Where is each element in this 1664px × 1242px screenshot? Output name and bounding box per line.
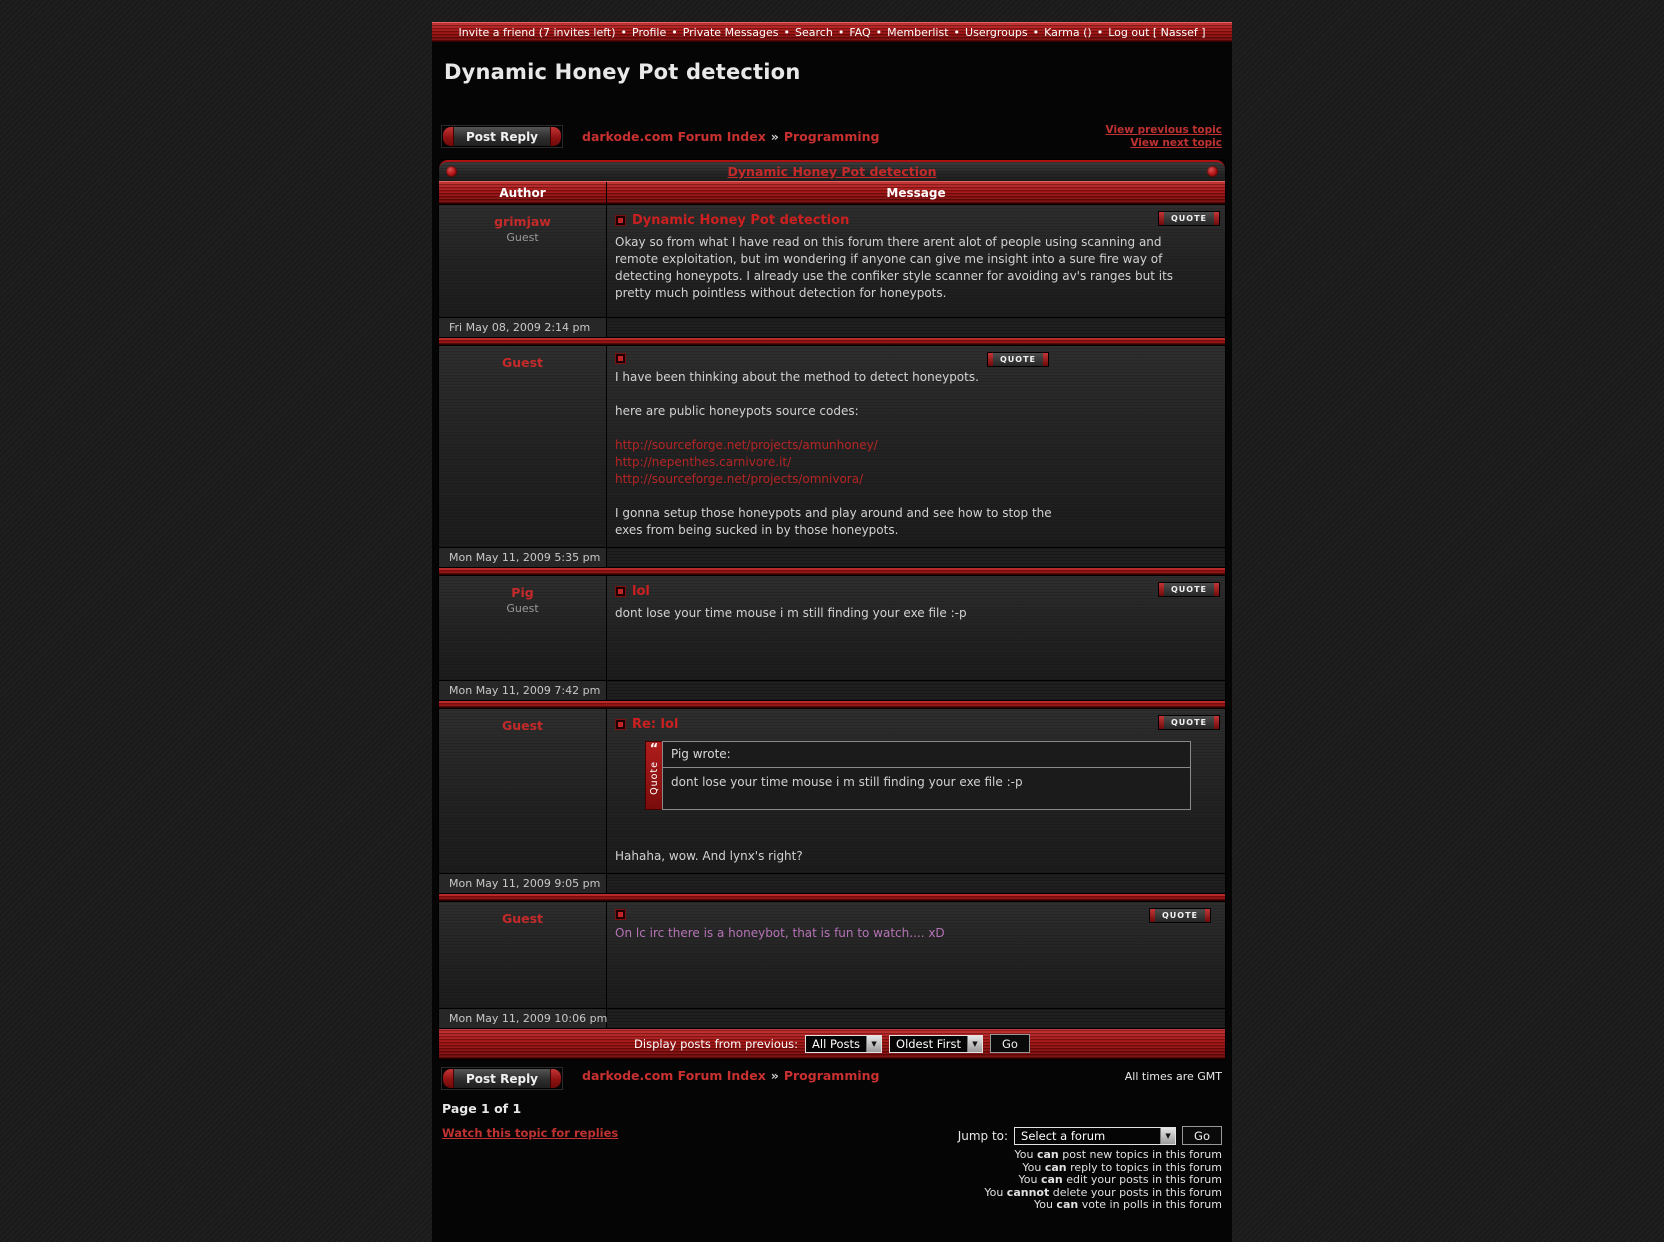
chevron-down-icon: ▼ (866, 1036, 881, 1052)
display-posts-go-button[interactable]: Go (990, 1034, 1030, 1053)
all-times-label: All times are GMT (1124, 1070, 1222, 1083)
quote-button-label: QUOTE (1164, 212, 1214, 225)
top-toolbar (432, 124, 1232, 149)
topic-title-link[interactable]: Dynamic Honey Pot detection (727, 164, 937, 179)
spacer (615, 810, 1217, 848)
quote-button[interactable] (1158, 715, 1220, 730)
post-link[interactable]: http://sourceforge.net/projects/amunhoney/ (615, 438, 878, 452)
post-author-cell (439, 205, 607, 317)
breadcrumb (582, 129, 880, 144)
post-separator (439, 337, 1225, 345)
post-author-cell (439, 576, 607, 680)
post-reply-button-bottom[interactable] (442, 1068, 562, 1089)
post-subject-row (615, 716, 1217, 733)
quote-vertical-label: Quote (648, 761, 660, 795)
post-separator (439, 567, 1225, 575)
post-date-row (439, 547, 1225, 567)
breadcrumb-section[interactable]: Programming (783, 1068, 880, 1083)
post-author-cell (439, 902, 607, 1008)
post-author-name: Guest (501, 911, 544, 926)
topic-table (438, 159, 1226, 1060)
post-icon (615, 909, 626, 920)
post-subject: lol (632, 584, 650, 599)
topic-title-bar (439, 160, 1225, 181)
display-posts-label: Display posts from previous: (634, 1036, 799, 1051)
post-text-line: here are public honeypots source codes: (615, 404, 859, 418)
chevron-down-icon: ▼ (967, 1036, 982, 1052)
jump-to-go-button[interactable]: Go (1182, 1126, 1222, 1145)
post-separator (439, 700, 1225, 708)
quote-button-label: QUOTE (1164, 716, 1214, 729)
button-cap (550, 127, 561, 146)
post-subject: Re: lol (632, 717, 679, 732)
post-author-name: Guest (501, 718, 544, 733)
forum-permissions (984, 1149, 1222, 1212)
breadcrumb-separator: » (770, 129, 779, 144)
button-cap (443, 1069, 454, 1088)
post-date-row (439, 680, 1225, 700)
post-text-line (615, 386, 1217, 403)
post-text-line: On lc irc there is a honeybot, that is fun to watch.... xD (615, 926, 945, 940)
jump-to-select[interactable] (1014, 1127, 1176, 1145)
posts-filter-select[interactable] (805, 1035, 882, 1053)
post-text-line: I have been thinking about the method to detect honeypots. (615, 370, 979, 384)
quote-strip (645, 741, 662, 810)
post-date-filler (607, 548, 1225, 567)
breadcrumb-bottom (582, 1068, 880, 1083)
post-date: Mon May 11, 2009 7:42 pm (439, 681, 607, 700)
posts-order-select[interactable] (889, 1035, 983, 1053)
post-reply-label: Post Reply (454, 127, 550, 146)
nav-separator: • (620, 25, 628, 39)
post-row (439, 345, 1225, 547)
post-message-cell (607, 346, 1225, 547)
posts-order-value: Oldest First (896, 1036, 961, 1051)
post-row (439, 708, 1225, 873)
nav-separator: • (1032, 25, 1040, 39)
button-cap (550, 1069, 561, 1088)
jump-to-value: Select a forum (1021, 1128, 1106, 1143)
post-author-cell (439, 346, 607, 547)
post-date-filler (607, 318, 1225, 337)
posts-filter-value: All Posts (812, 1036, 861, 1051)
post-date: Mon May 11, 2009 9:05 pm (439, 874, 607, 893)
forum-page (432, 22, 1232, 1242)
breadcrumb-section[interactable]: Programming (783, 129, 880, 144)
post-link-line (615, 437, 1217, 454)
red-dot-icon (1207, 166, 1218, 177)
post-date-filler (607, 1009, 1225, 1028)
footer-area (432, 1126, 1232, 1212)
post-link[interactable]: http://sourceforge.net/projects/omnivora/ (615, 472, 864, 486)
post-link[interactable]: http://nepenthes.carnivore.it/ (615, 455, 792, 469)
post-subject: Dynamic Honey Pot detection (632, 213, 850, 228)
post-message-cell (607, 576, 1225, 680)
quote-button[interactable] (1158, 582, 1220, 597)
author-column-header: Author (439, 182, 607, 203)
bottom-toolbar (432, 1068, 1232, 1089)
post-text-line (615, 488, 1217, 505)
watch-topic-link[interactable]: Watch this topic for replies (442, 1126, 619, 1140)
nav-item[interactable]: Karma () (1044, 25, 1092, 39)
post-author-rank: Guest (506, 231, 539, 244)
view-next-topic-link[interactable]: View next topic (1130, 137, 1222, 149)
post-date-row (439, 873, 1225, 893)
post-text-line: exes from being sucked in by those honeypots. (615, 523, 899, 537)
post-text-line: Okay so from what I have read on this forum there arent alot of people using scanning and (615, 235, 1162, 249)
table-header-row (439, 181, 1225, 204)
post-message-cell (607, 902, 1225, 1008)
post-text-line: detecting honeypots. I already use the confiker style scanner for avoiding av's ranges but its (615, 269, 1174, 283)
post-row (439, 204, 1225, 317)
red-dot-icon (446, 166, 457, 177)
post-date-filler (607, 681, 1225, 700)
quote-button[interactable] (987, 352, 1049, 367)
quote-button-label: QUOTE (1155, 909, 1205, 922)
chevron-down-icon: ▼ (1160, 1128, 1175, 1144)
page-indicator: Page 1 of 1 (442, 1101, 522, 1116)
post-body (615, 369, 1217, 539)
nav-separator: • (671, 25, 678, 39)
nav-item[interactable]: Invite a friend (7 invites left) (458, 25, 616, 39)
permission-line: You can post new topics in this forum (1014, 1148, 1222, 1161)
posts-container (439, 204, 1225, 1028)
post-body (615, 234, 1217, 302)
post-text-line: Hahaha, wow. And lynx's right? (615, 849, 803, 863)
button-cap (1214, 583, 1219, 596)
button-cap (1043, 353, 1048, 366)
post-author-name: grimjaw (494, 214, 551, 229)
display-posts-bar (439, 1028, 1225, 1059)
post-author-cell (439, 709, 607, 873)
post-message-cell (607, 709, 1225, 873)
quote-button[interactable] (1149, 908, 1211, 923)
post-link-line (615, 471, 1217, 488)
post-date-filler (607, 874, 1225, 893)
page-title: Dynamic Honey Pot detection (444, 60, 801, 84)
nav-item[interactable]: Log out [ Nassef ] (1108, 25, 1206, 39)
post-reply-label: Post Reply (454, 1069, 550, 1088)
footer-right-column (958, 1126, 1222, 1212)
post-body (615, 741, 1217, 865)
permission-line: You can vote in polls in this forum (1033, 1198, 1222, 1211)
nav-item[interactable]: Search (795, 25, 833, 39)
post-body (615, 605, 1217, 622)
post-author-name: Pig (511, 585, 534, 600)
post-subject-row (615, 909, 1217, 920)
post-text-line: I gonna setup those honeypots and play around and see how to stop the (615, 506, 1052, 520)
nav-item[interactable]: Profile (632, 25, 667, 39)
breadcrumb-forum-index[interactable]: darkode.com Forum Index (582, 129, 766, 144)
quote-block (645, 741, 1191, 810)
view-previous-topic-link[interactable]: View previous topic (1105, 124, 1222, 136)
post-icon (615, 719, 626, 730)
jump-to-label: Jump to: (957, 1128, 1009, 1143)
button-cap (1205, 909, 1210, 922)
quote-body: dont lose your time mouse i m still finding your exe file :-p (671, 775, 1023, 789)
permission-line: You cannot delete your posts in this forum (984, 1185, 1222, 1199)
post-icon (615, 586, 626, 597)
topic-navigation (1106, 124, 1222, 149)
permission-line: You can reply to topics in this forum (1022, 1160, 1222, 1174)
top-navbar (432, 22, 1232, 42)
post-date: Mon May 11, 2009 5:35 pm (439, 548, 607, 567)
nav-item[interactable]: FAQ (849, 25, 871, 39)
nav-item[interactable]: Memberlist (887, 25, 949, 39)
breadcrumb-separator: » (770, 1068, 779, 1083)
breadcrumb-forum-index[interactable]: darkode.com Forum Index (582, 1068, 766, 1083)
quote-button-label: QUOTE (1164, 583, 1214, 596)
post-text-line: dont lose your time mouse i m still finding your exe file :-p (615, 606, 967, 620)
post-row (439, 575, 1225, 680)
post-author-name: Guest (501, 355, 544, 370)
post-subject-row (615, 353, 1217, 364)
permission-line: You can edit your posts in this forum (1018, 1173, 1222, 1186)
post-icon (615, 215, 626, 226)
quote-button-label: QUOTE (993, 353, 1043, 366)
post-subject-row (615, 583, 1217, 600)
post-message-cell (607, 205, 1225, 317)
nav-separator: • (875, 25, 883, 39)
nav-separator: • (783, 25, 791, 39)
button-cap (443, 127, 454, 146)
post-reply-button[interactable] (442, 126, 562, 147)
post-date: Fri May 08, 2009 2:14 pm (439, 318, 607, 337)
quote-box (662, 741, 1191, 810)
nav-separator: • (1096, 25, 1104, 39)
post-body (615, 925, 1217, 942)
post-author-rank: Guest (506, 602, 539, 615)
post-separator (439, 893, 1225, 901)
post-row (439, 901, 1225, 1008)
post-text-line: remote exploitation, but im wondering if anyone can give me insight into a sure fire way of (615, 252, 1163, 266)
quote-marks-icon: “ (649, 742, 659, 757)
nav-separator: • (837, 25, 845, 39)
post-date-row (439, 317, 1225, 337)
message-column-header: Message (886, 185, 946, 200)
quote-header: Pig wrote: (663, 742, 1190, 768)
nav-item[interactable]: Private Messages (682, 25, 779, 39)
post-icon (615, 353, 626, 364)
post-link-line (615, 454, 1217, 471)
post-text-line (615, 420, 1217, 437)
post-subject-row (615, 212, 1217, 229)
post-text-line: pretty much pointless without detection for honeypots. (615, 286, 947, 300)
quote-button[interactable] (1158, 211, 1220, 226)
post-date-row (439, 1008, 1225, 1028)
post-date: Mon May 11, 2009 10:06 pm (439, 1009, 607, 1028)
button-cap (1214, 212, 1219, 225)
nav-item[interactable]: Usergroups (965, 25, 1028, 39)
jump-to-row (958, 1126, 1222, 1145)
button-cap (1214, 716, 1219, 729)
nav-separator: • (953, 25, 961, 39)
